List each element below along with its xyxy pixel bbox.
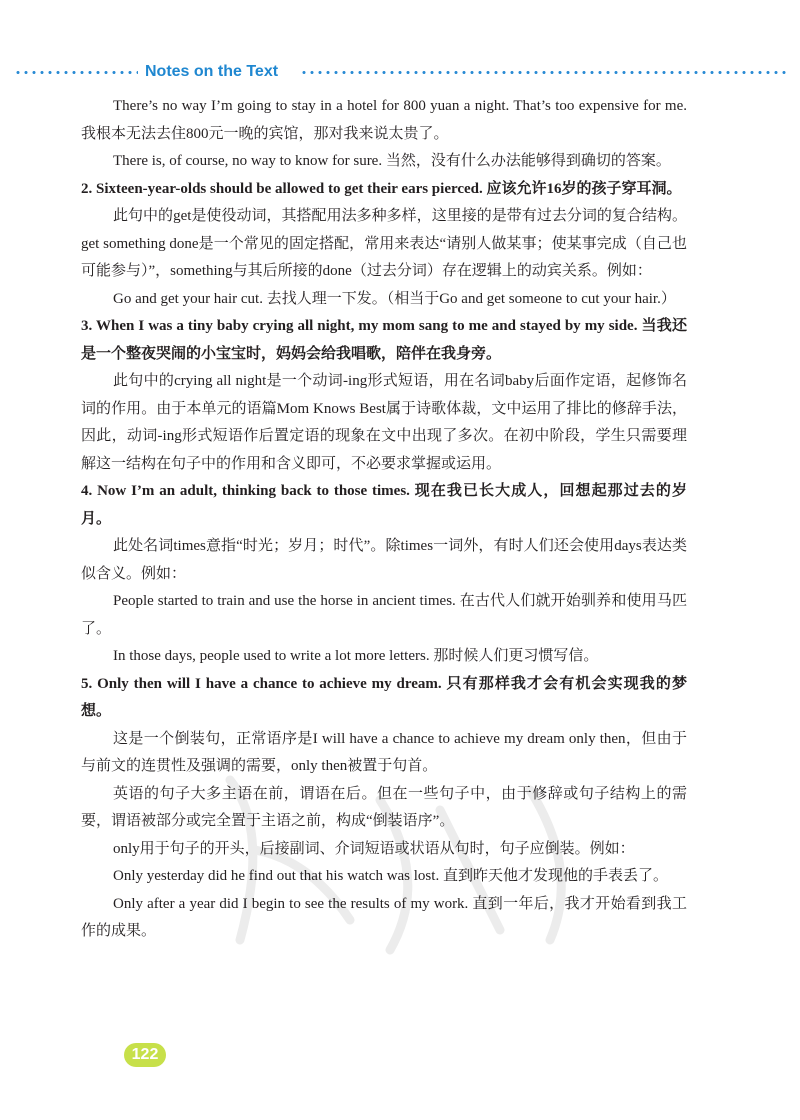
section-header (0, 61, 800, 83)
notes-content (81, 93, 687, 946)
explanation-paragraph: 此句中的get是使役动词，其搭配用法多种多样，这里接的是带有过去分词的复合结构。get something done是一个常见的固定搭配，常用来表达“请别人做某事；使某事完成（自己也可能参与）”，something与其后所接的done（过去分词）存在逻辑上的动宾关系。例如： (81, 208, 687, 279)
note-heading: 4. Now I’m an adult, thinking back to those times. 现在我已长大成人，回想起那过去的岁月。 (81, 483, 687, 527)
note-heading: 3. When I was a tiny baby crying all night, my mom sang to me and stayed by my side. 当我还是一个整夜哭闹的小宝宝时，妈妈会给我唱歌，陪伴在我身旁。 (81, 318, 687, 362)
header-dots-right (300, 71, 786, 74)
example-sentence: Only yesterday did he find out that his watch was lost. 直到昨天他才发现他的手表丢了。 (113, 868, 668, 884)
explanation-paragraph: only用于句子的开头，后接副词、介词短语或状语从句时，句子应倒装。例如： (113, 840, 635, 857)
explanation-paragraph: 此处名词times意指“时光；岁月；时代”。除times一词外，有时人们还会使用days表达类似含义。例如： (81, 538, 687, 582)
explanation-paragraph: 英语的句子大多主语在前，谓语在后。但在一些句子中，由于修辞或句子结构上的需要，谓语被部分或完全置于主语之前，构成“倒装语序”。 (81, 785, 687, 829)
explanation-paragraph: 此句中的crying all night是一个动词-ing形式短语，用在名词baby后面作定语，起修饰名词的作用。由于本单元的语篇Mom Knows Best属于诗歌体裁，文中运用了排比的修辞手法，因此，动词-ing形式短语作后置定语的现象在文中出现了多次。在初中阶段，学生只需要理解这一结构在句子中的作用和含义即可，不必要求掌握或运用。 (81, 373, 687, 472)
example-sentence: In those days, people used to write a lot more letters. 那时候人们更习惯写信。 (113, 648, 599, 664)
example-sentence: Only after a year did I begin to see the results of my work. 直到一年后，我才开始看到我工作的成果。 (81, 895, 687, 939)
example-sentence: Go and get your hair cut. 去找人理一下发。（相当于Go and get someone to cut your hair.） (113, 290, 676, 307)
note-heading: 2. Sixteen-year-olds should be allowed to get their ears pierced. 应该允许16岁的孩子穿耳洞。 (81, 180, 682, 197)
page-number: 122 (124, 1043, 166, 1067)
explanation-paragraph: 这是一个倒装句，正常语序是I will have a chance to achieve my dream only then，但由于与前文的连贯性及强调的需要，only then被置于句首。 (81, 730, 687, 774)
example-sentence: There’s no way I’m going to stay in a hotel for 800 yuan a night. That’s too expensive for me. 我根本无法去住800元一晚的宾馆，那对我来说太贵了。 (81, 98, 687, 142)
example-sentence: People started to train and use the horse in ancient times. 在古代人们就开始驯养和使用马匹了。 (81, 593, 687, 637)
section-title: Notes on the Text (145, 63, 279, 80)
example-sentence: There is, of course, no way to know for sure. 当然，没有什么办法能够得到确切的答案。 (113, 153, 671, 169)
header-dots-left (14, 71, 138, 74)
note-heading: 5. Only then will I have a chance to achieve my dream. 只有那样我才会有机会实现我的梦想。 (81, 675, 687, 719)
